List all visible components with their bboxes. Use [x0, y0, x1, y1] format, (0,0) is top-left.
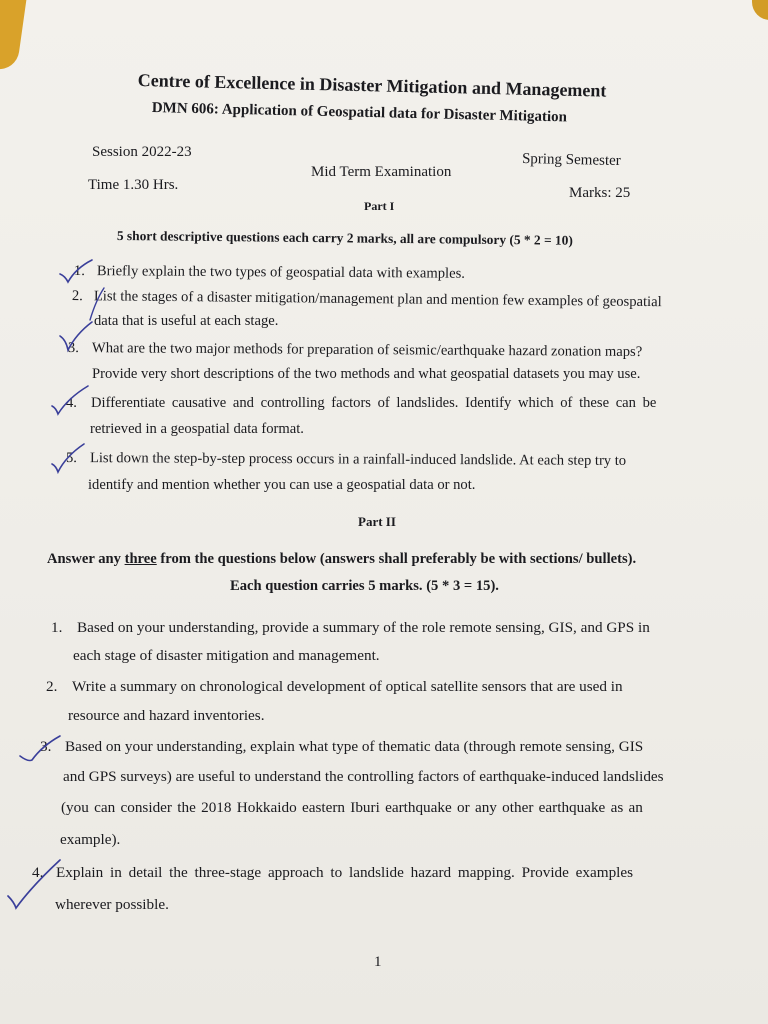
part1-question-5	[66, 451, 626, 469]
part1-question-4	[66, 396, 656, 411]
question-number: 1.	[73, 263, 85, 280]
part2-instruction	[47, 551, 636, 568]
question-text: Briefly explain the two types of geospatial data with examples.	[96, 263, 465, 282]
part2-question-3-cont2: (you can consider the 2018 Hokkaido eastern Iburi earthquake or any other earthquake as an	[61, 799, 643, 816]
part2-question-4-cont: wherever possible.	[55, 896, 169, 913]
part1-question-3	[68, 341, 642, 360]
handwritten-check-icon	[58, 320, 94, 356]
session-label: Session 2022-23	[92, 144, 192, 160]
part1-question-3-cont: Provide very short descriptions of the two methods and what geospatial datasets you may use.	[92, 366, 641, 382]
question-text: Based on your understanding, explain what type of thematic data (through remote sensing, GIS	[65, 738, 644, 755]
question-number: 1.	[51, 619, 63, 636]
question-text: List the stages of a disaster mitigation/management plan and mention few examples of geospatial	[93, 288, 662, 311]
handwritten-check-icon	[18, 734, 62, 768]
question-number: 4.	[32, 864, 44, 881]
question-text: List down the step-by-step process occurs in a rainfall-induced landslide. At each step try to	[89, 450, 627, 469]
part2-instruction-2: Each question carries 5 marks. (5 * 3 = 15).	[230, 578, 499, 594]
semester-label: Spring Semester	[521, 150, 621, 170]
part2-question-4	[32, 865, 633, 880]
question-number: 5.	[65, 450, 77, 467]
part2-heading: Part II	[358, 514, 396, 529]
question-text: Based on your understanding, provide a summary of the role remote sensing, GIS, and GPS in	[77, 619, 650, 636]
marks-label: Marks: 25	[569, 185, 631, 201]
part1-question-2-cont: data that is useful at each stage.	[94, 313, 279, 329]
part2-question-3-cont3: example).	[60, 831, 121, 848]
question-number: 2.	[71, 288, 83, 305]
instruction-post: from the questions below (answers shall preferably be with sections/ bullets).	[156, 551, 637, 567]
handwritten-check-icon	[6, 856, 62, 916]
part2-question-1-cont: each stage of disaster mitigation and management.	[73, 647, 380, 664]
question-text: Explain in detail the three-stage approach to landslide hazard mapping. Provide examples	[56, 864, 634, 881]
question-number: 4.	[66, 395, 77, 411]
part1-question-2	[72, 289, 662, 310]
part1-instruction: 5 short descriptive questions each carry 2 marks, all are compulsory (5 * 2 = 10)	[116, 228, 573, 248]
question-text: Write a summary on chronological development of optical satellite sensors that are used in	[72, 678, 623, 695]
instruction-emphasis: three	[124, 551, 157, 567]
question-number: 3.	[40, 738, 52, 755]
question-number: 3.	[67, 340, 79, 357]
part2-question-3	[40, 739, 643, 754]
question-text: Differentiate causative and controlling factors of landslides. Identify which of these can be	[91, 395, 657, 411]
part2-question-2	[46, 679, 623, 694]
handwritten-slash-icon	[86, 284, 106, 324]
part2-question-2-cont: resource and hazard inventories.	[68, 707, 265, 724]
handwritten-check-icon	[50, 384, 90, 418]
time-label: Time 1.30 Hrs.	[88, 177, 179, 193]
exam-title: Mid Term Examination	[311, 164, 452, 180]
question-text: What are the two major methods for preparation of seismic/earthquake hazard zonation maps?	[91, 340, 643, 361]
page-corner-shadow-right	[752, 0, 768, 20]
page-number: 1	[374, 954, 382, 970]
handwritten-check-icon	[50, 442, 86, 476]
part1-question-1	[74, 264, 465, 281]
instruction-pre: Answer any	[47, 551, 125, 567]
part1-question-4-cont: retrieved in a geospatial data format.	[90, 421, 304, 437]
course-title: DMN 606: Application of Geospatial data for Disaster Mitigation	[151, 100, 568, 126]
part2-question-1	[51, 620, 650, 635]
page-corner-shadow	[0, 0, 27, 72]
question-number: 2.	[46, 678, 58, 695]
part1-question-5-cont: identify and mention whether you can use a geospatial data or not.	[88, 477, 476, 493]
part2-question-3-cont: and GPS surveys) are useful to understand the controlling factors of earthquake-induced landslides	[63, 768, 664, 785]
part1-heading: Part I	[364, 199, 395, 213]
institute-title: Centre of Excellence in Disaster Mitigation and Management	[137, 70, 607, 101]
